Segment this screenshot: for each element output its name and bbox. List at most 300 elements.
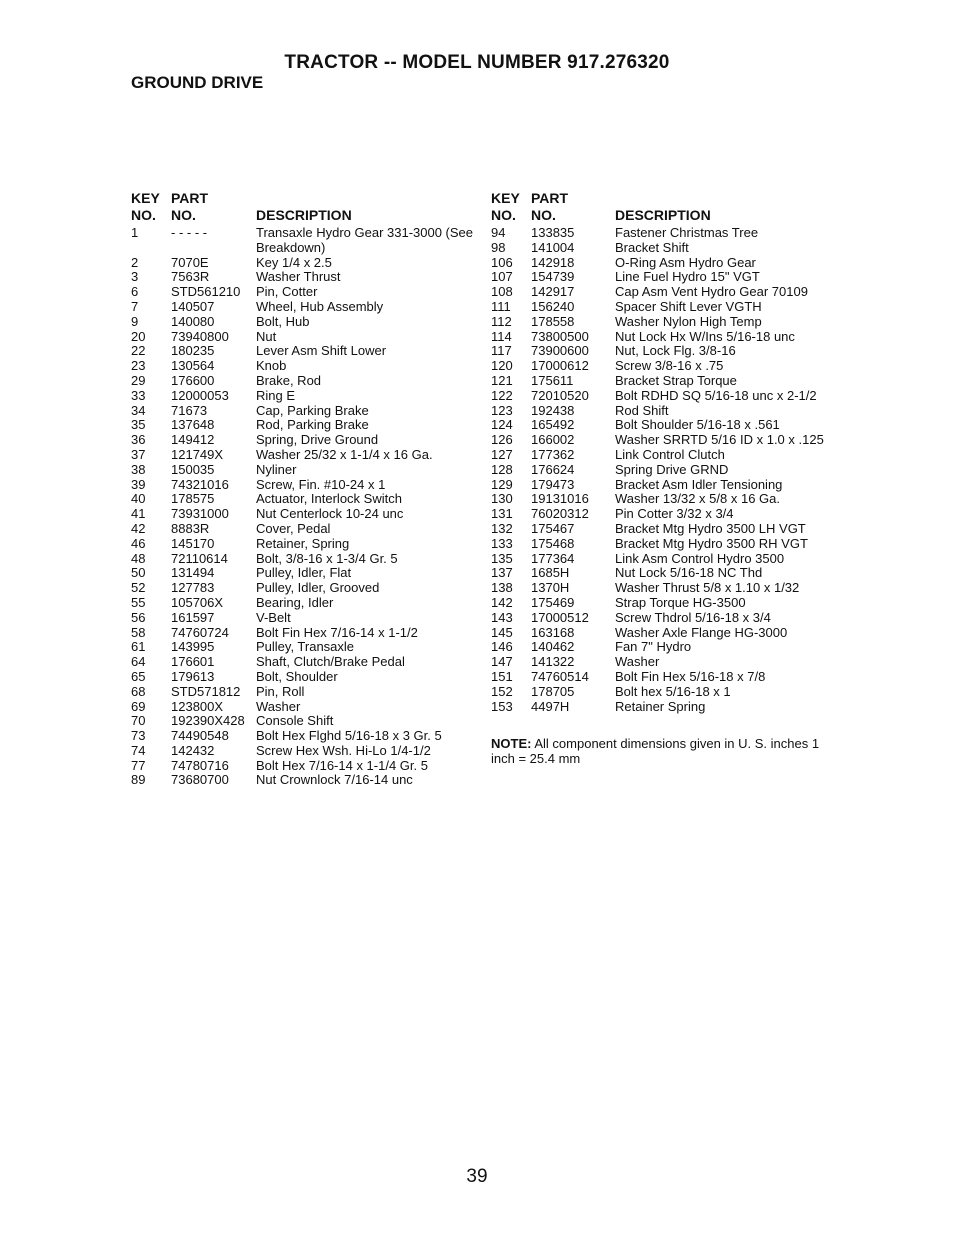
part-no-header: NO.: [171, 207, 196, 223]
description-header: DESCRIPTION: [256, 207, 352, 223]
description: Wheel, Hub Assembly: [256, 298, 384, 314]
description: Washer: [256, 698, 301, 714]
table-row: [131, 330, 476, 345]
table-row: [131, 389, 476, 404]
part-no: 74760724: [171, 624, 229, 640]
key-no: 126: [491, 432, 513, 448]
part-no: 179473: [531, 476, 575, 492]
part-no: 121749X: [171, 446, 224, 462]
description: Cover, Pedal: [256, 520, 331, 536]
description: Bracket Strap Torque: [615, 372, 737, 388]
part-no: 74321016: [171, 476, 229, 492]
description: Cap Asm Vent Hydro Gear 70109: [615, 284, 808, 300]
part-no: 140507: [171, 298, 215, 314]
table-row: [491, 330, 836, 345]
key-no: 138: [491, 580, 513, 596]
part-no: 12000053: [171, 387, 229, 403]
part-no: - - - - -: [171, 225, 208, 240]
part-no: 141004: [531, 239, 575, 255]
description: Bolt Fin Hex 5/16-18 x 7/8: [615, 668, 766, 684]
table-row: [491, 611, 836, 626]
key-no: 122: [491, 387, 513, 403]
description: Retainer, Spring: [256, 535, 350, 551]
table-row: [131, 300, 476, 315]
part-no: 180235: [171, 343, 215, 359]
part-no: 163168: [531, 624, 575, 640]
description: Spacer Shift Lever VGTH: [615, 298, 762, 314]
table-row: [491, 404, 836, 419]
description: Pulley, Idler, Flat: [256, 565, 352, 581]
part-no: 7563R: [171, 269, 210, 285]
table-row: [491, 256, 836, 271]
table-row: [491, 463, 836, 478]
description: Rod, Parking Brake: [256, 417, 369, 433]
table-row: [491, 507, 836, 522]
description: Bearing, Idler: [256, 594, 334, 610]
part-no: 137648: [171, 417, 215, 433]
table-row: [131, 685, 476, 700]
part-no: 140462: [531, 639, 575, 655]
part-no: 127783: [171, 580, 215, 596]
part-no: 17000612: [531, 358, 589, 374]
key-no: 108: [491, 284, 513, 300]
description: Lever Asm Shift Lower: [256, 343, 387, 359]
description: Screw, Fin. #10-24 x 1: [256, 476, 386, 492]
table-row: [491, 552, 836, 567]
table-row: [491, 315, 836, 330]
description: Washer Thrust 5/8 x 1.10 x 1/32: [615, 580, 800, 596]
key-no: 94: [491, 225, 506, 240]
description: Nut Lock Hx W/Ins 5/16-18 unc: [615, 328, 795, 344]
part-no: 175611: [531, 372, 574, 388]
description: Spring, Drive Ground: [256, 432, 379, 448]
key-no: 36: [131, 432, 146, 448]
table-row: [131, 714, 476, 729]
part-no: 176601: [171, 654, 215, 670]
part-no: 165492: [531, 417, 575, 433]
description: Washer 13/32 x 5/8 x 16 Ga.: [615, 491, 780, 507]
part-no: 123800X: [171, 698, 224, 714]
table-row: [491, 448, 836, 463]
table-row: [131, 670, 476, 685]
page-number: 39: [466, 1166, 488, 1187]
part-no: 73931000: [171, 506, 229, 522]
table-row: [131, 522, 476, 537]
key-no: 143: [491, 609, 513, 625]
description: Bolt Hex 7/16-14 x 1-1/4 Gr. 5: [256, 757, 428, 773]
description: Link Asm Control Hydro 3500: [615, 550, 785, 566]
key-no: 69: [131, 698, 146, 714]
part-no: 130564: [171, 358, 215, 374]
key-no: 131: [491, 506, 513, 522]
key-no: 127: [491, 446, 513, 462]
part-no: 178705: [531, 683, 575, 699]
part-no: 150035: [171, 461, 215, 477]
key-no-header: NO.: [491, 207, 516, 223]
section-title: GROUND DRIVE: [131, 73, 264, 92]
key-no: 22: [131, 343, 146, 359]
part-no: 145170: [171, 535, 215, 551]
table-row: [131, 655, 476, 670]
key-no: 9: [131, 313, 139, 329]
description: Bracket Shift: [615, 239, 689, 255]
table-row: [491, 685, 836, 700]
key-no: 48: [131, 550, 146, 566]
part-no: 1370H: [531, 580, 570, 596]
description: Pulley, Transaxle: [256, 639, 355, 655]
part-header: PART: [171, 190, 209, 206]
description: Pulley, Idler, Grooved: [256, 580, 380, 596]
key-no: 61: [131, 639, 146, 655]
key-no-header: NO.: [131, 207, 156, 223]
description: Line Fuel Hydro 15" VGT: [615, 269, 760, 285]
table-row: [491, 581, 836, 596]
table-row: [131, 492, 476, 507]
table-row: [131, 759, 476, 774]
key-no: 6: [131, 284, 139, 300]
part-no: 133835: [531, 225, 575, 240]
key-no: 34: [131, 402, 146, 418]
part-no: 175467: [531, 520, 575, 536]
part-no: 175468: [531, 535, 575, 551]
key-no: 73: [131, 728, 146, 744]
table-row: [491, 285, 836, 300]
key-no: 98: [491, 239, 506, 255]
description: V-Belt: [256, 609, 291, 625]
table-row: [491, 433, 836, 448]
table-row: [131, 581, 476, 596]
part-no: 131494: [171, 565, 215, 581]
table-row: [131, 596, 476, 611]
key-no: 151: [491, 668, 513, 684]
table-row: [131, 256, 476, 271]
table-row: [491, 700, 836, 715]
key-no: 37: [131, 446, 146, 462]
note-label: NOTE:: [491, 736, 532, 752]
table-row: [131, 566, 476, 581]
key-header: KEY: [491, 190, 520, 206]
description: Bolt, 3/8-16 x 1-3/4 Gr. 5: [256, 550, 398, 566]
description: Ring E: [256, 387, 296, 403]
part-no: 177364: [531, 550, 575, 566]
key-no: 111: [491, 298, 511, 314]
part-no: 73900600: [531, 343, 589, 359]
table-row: [131, 285, 476, 300]
key-no: 89: [131, 772, 146, 788]
table-row: [131, 537, 476, 552]
description: Washer Axle Flange HG-3000: [615, 624, 788, 640]
key-no: 50: [131, 565, 146, 581]
description: Bolt Hex Flghd 5/16-18 x 3 Gr. 5: [256, 728, 442, 744]
part-no: 19131016: [531, 491, 589, 507]
part-no: 140080: [171, 313, 215, 329]
part-no: 166002: [531, 432, 575, 448]
description: Spring Drive GRND: [615, 461, 729, 477]
table-row: [491, 359, 836, 374]
description: Fan 7" Hydro: [615, 639, 692, 655]
key-no: 20: [131, 328, 146, 344]
table-row: [131, 404, 476, 419]
description: Nut: [256, 328, 277, 344]
table-row: [491, 537, 836, 552]
key-no: 123: [491, 402, 513, 418]
description: Bolt Fin Hex 7/16-14 x 1-1/2: [256, 624, 418, 640]
note: [491, 736, 831, 766]
part-no: 17000512: [531, 609, 589, 625]
table-row: [491, 344, 836, 359]
key-no: 129: [491, 476, 513, 492]
description: Strap Torque HG-3500: [615, 594, 746, 610]
key-no: 58: [131, 624, 146, 640]
table-row: [491, 596, 836, 611]
description: Nut Lock 5/16-18 NC Thd: [615, 565, 763, 581]
part-no: 72010520: [531, 387, 589, 403]
table-row: [131, 448, 476, 463]
part-no: 142918: [531, 254, 575, 270]
description: Cap, Parking Brake: [256, 402, 369, 418]
key-no: 7: [131, 298, 139, 314]
table-row: [131, 729, 476, 744]
description: Retainer Spring: [615, 698, 706, 714]
part-no: 142432: [171, 742, 215, 758]
key-no: 29: [131, 372, 146, 388]
key-no: 64: [131, 654, 146, 670]
parts-table-left: [131, 190, 476, 788]
description: Key 1/4 x 2.5: [256, 254, 332, 270]
part-no: 161597: [171, 609, 215, 625]
part-no: 73680700: [171, 772, 229, 788]
part-no: 192438: [531, 402, 575, 418]
table-row: [491, 566, 836, 581]
table-row: [491, 522, 836, 537]
key-no: 133: [491, 535, 513, 551]
table-row: [491, 226, 836, 241]
key-header: KEY: [131, 190, 160, 206]
table-row: [131, 418, 476, 433]
table-row: [131, 640, 476, 655]
table-row: [131, 700, 476, 715]
key-no: 41: [131, 506, 146, 522]
key-no: 46: [131, 535, 146, 551]
description: Knob: [256, 358, 287, 374]
description: Nut Centerlock 10-24 unc: [256, 506, 404, 522]
key-no: 112: [491, 313, 512, 329]
description: Link Control Clutch: [615, 446, 725, 462]
table-row: [131, 626, 476, 641]
key-no: 35: [131, 417, 146, 433]
table-row: [491, 241, 836, 256]
part-no: 7070E: [171, 254, 209, 270]
table-row: [491, 478, 836, 493]
key-no: 77: [131, 757, 146, 773]
table-row: [131, 433, 476, 448]
description: Washer: [615, 654, 660, 670]
description: Washer Nylon High Temp: [615, 313, 762, 329]
description: Bolt Shoulder 5/16-18 x .561: [615, 417, 780, 433]
table-row: [131, 315, 476, 330]
description: Pin Cotter 3/32 x 3/4: [615, 506, 734, 522]
note-text: All component dimensions given in U. S. inches 1 inch = 25.4 mm: [491, 736, 820, 767]
table-row: [131, 507, 476, 522]
part-header: PART: [531, 190, 569, 206]
description: Bolt RDHD SQ 5/16-18 unc x 2-1/2: [615, 387, 817, 403]
table-row: [131, 611, 476, 626]
key-no: 55: [131, 594, 146, 610]
part-no: 74760514: [531, 668, 589, 684]
part-no: 179613: [171, 668, 215, 684]
description: Bolt hex 5/16-18 x 1: [615, 683, 731, 699]
table-header: [491, 190, 836, 226]
part-no: 74490548: [171, 728, 229, 744]
table-row: [491, 655, 836, 670]
part-no: 141322: [531, 654, 575, 670]
key-no: 39: [131, 476, 146, 492]
key-no: 3: [131, 269, 139, 285]
key-no: 147: [491, 654, 513, 670]
key-no: 153: [491, 698, 513, 714]
table-row: [131, 270, 476, 285]
description: Transaxle Hydro Gear 331-3000 (See Breakdown): [256, 225, 474, 255]
description: Nut Crownlock 7/16-14 unc: [256, 772, 413, 788]
key-no: 145: [491, 624, 513, 640]
table-row: [491, 640, 836, 655]
part-no: 156240: [531, 298, 575, 314]
table-row: [131, 744, 476, 759]
table-row: [491, 389, 836, 404]
description: Nyliner: [256, 461, 297, 477]
description: Actuator, Interlock Switch: [256, 491, 402, 507]
description: Brake, Rod: [256, 372, 322, 388]
part-no: 176600: [171, 372, 215, 388]
key-no: 135: [491, 550, 513, 566]
table-row: [491, 270, 836, 285]
key-no: 137: [491, 565, 513, 581]
table-row: [491, 418, 836, 433]
table-row: [491, 374, 836, 389]
key-no: 146: [491, 639, 513, 655]
description: Nut, Lock Flg. 3/8-16: [615, 343, 736, 359]
table-row: [131, 478, 476, 493]
table-row: [131, 773, 476, 788]
part-no: 177362: [531, 446, 575, 462]
description: Washer Thrust: [256, 269, 341, 285]
key-no: 106: [491, 254, 513, 270]
description: Bolt, Hub: [256, 313, 310, 329]
table-row: [491, 626, 836, 641]
description: Bracket Mtg Hydro 3500 LH VGT: [615, 520, 806, 536]
description-header: DESCRIPTION: [615, 207, 711, 223]
description: Bracket Mtg Hydro 3500 RH VGT: [615, 535, 808, 551]
table-row: [131, 344, 476, 359]
key-no: 23: [131, 358, 146, 374]
key-no: 42: [131, 520, 146, 536]
key-no: 68: [131, 683, 146, 699]
table-row: [131, 374, 476, 389]
key-no: 128: [491, 461, 513, 477]
part-no: 176624: [531, 461, 575, 477]
description: Console Shift: [256, 713, 334, 729]
description: Rod Shift: [615, 402, 669, 418]
description: Bracket Asm Idler Tensioning: [615, 476, 783, 492]
part-no: 71673: [171, 402, 208, 418]
description: Washer SRRTD 5/16 ID x 1.0 x .125: [615, 432, 824, 448]
key-no: 1: [131, 225, 139, 240]
part-no: 73800500: [531, 328, 589, 344]
key-no: 120: [491, 358, 513, 374]
key-no: 33: [131, 387, 146, 403]
part-no: 8883R: [171, 520, 210, 536]
key-no: 56: [131, 609, 146, 625]
parts-table-right: [491, 190, 836, 766]
key-no: 70: [131, 713, 146, 729]
description: Shaft, Clutch/Brake Pedal: [256, 654, 405, 670]
key-no: 152: [491, 683, 513, 699]
table-row: [491, 670, 836, 685]
part-no: 105706X: [171, 594, 224, 610]
key-no: 107: [491, 269, 513, 285]
part-no: STD561210: [171, 284, 241, 300]
key-no: 52: [131, 580, 146, 596]
part-no: 149412: [171, 432, 215, 448]
part-no: 72110614: [171, 550, 228, 566]
table-row: [131, 226, 476, 256]
part-no: 178575: [171, 491, 215, 507]
table-header: [131, 190, 476, 226]
table-row: [131, 359, 476, 374]
description: O-Ring Asm Hydro Gear: [615, 254, 756, 270]
key-no: 40: [131, 491, 146, 507]
part-no: 73940800: [171, 328, 229, 344]
key-no: 74: [131, 742, 146, 758]
description: Screw Hex Wsh. Hi-Lo 1/4-1/2: [256, 742, 431, 758]
key-no: 124: [491, 417, 513, 433]
table-row: [131, 552, 476, 567]
table-body: [491, 226, 836, 714]
description: Fastener Christmas Tree: [615, 225, 759, 240]
part-no: 192390X428: [171, 713, 245, 729]
description: Washer 25/32 x 1-1/4 x 16 Ga.: [256, 446, 433, 462]
table-row: [491, 300, 836, 315]
part-no: 178558: [531, 313, 575, 329]
key-no: 132: [491, 520, 513, 536]
description: Screw 3/8-16 x .75: [615, 358, 724, 374]
part-no: 175469: [531, 594, 575, 610]
key-no: 121: [491, 372, 513, 388]
part-no: 74780716: [171, 757, 229, 773]
key-no: 117: [491, 343, 512, 359]
description: Screw Thdrol 5/16-18 x 3/4: [615, 609, 771, 625]
description: Pin, Roll: [256, 683, 305, 699]
key-no: 38: [131, 461, 146, 477]
table-row: [491, 492, 836, 507]
key-no: 2: [131, 254, 139, 270]
part-no: 76020312: [531, 506, 589, 522]
description: Bolt, Shoulder: [256, 668, 338, 684]
part-no-header: NO.: [531, 207, 556, 223]
part-no: 154739: [531, 269, 575, 285]
key-no: 130: [491, 491, 513, 507]
page-title: TRACTOR -- MODEL NUMBER 917.276320: [284, 52, 670, 73]
part-no: 1685H: [531, 565, 570, 581]
table-row: [131, 463, 476, 478]
key-no: 65: [131, 668, 146, 684]
part-no: 143995: [171, 639, 215, 655]
part-no: 4497H: [531, 698, 570, 714]
description: Pin, Cotter: [256, 284, 318, 300]
key-no: 142: [491, 594, 513, 610]
part-no: 142917: [531, 284, 575, 300]
table-body: [131, 226, 476, 788]
